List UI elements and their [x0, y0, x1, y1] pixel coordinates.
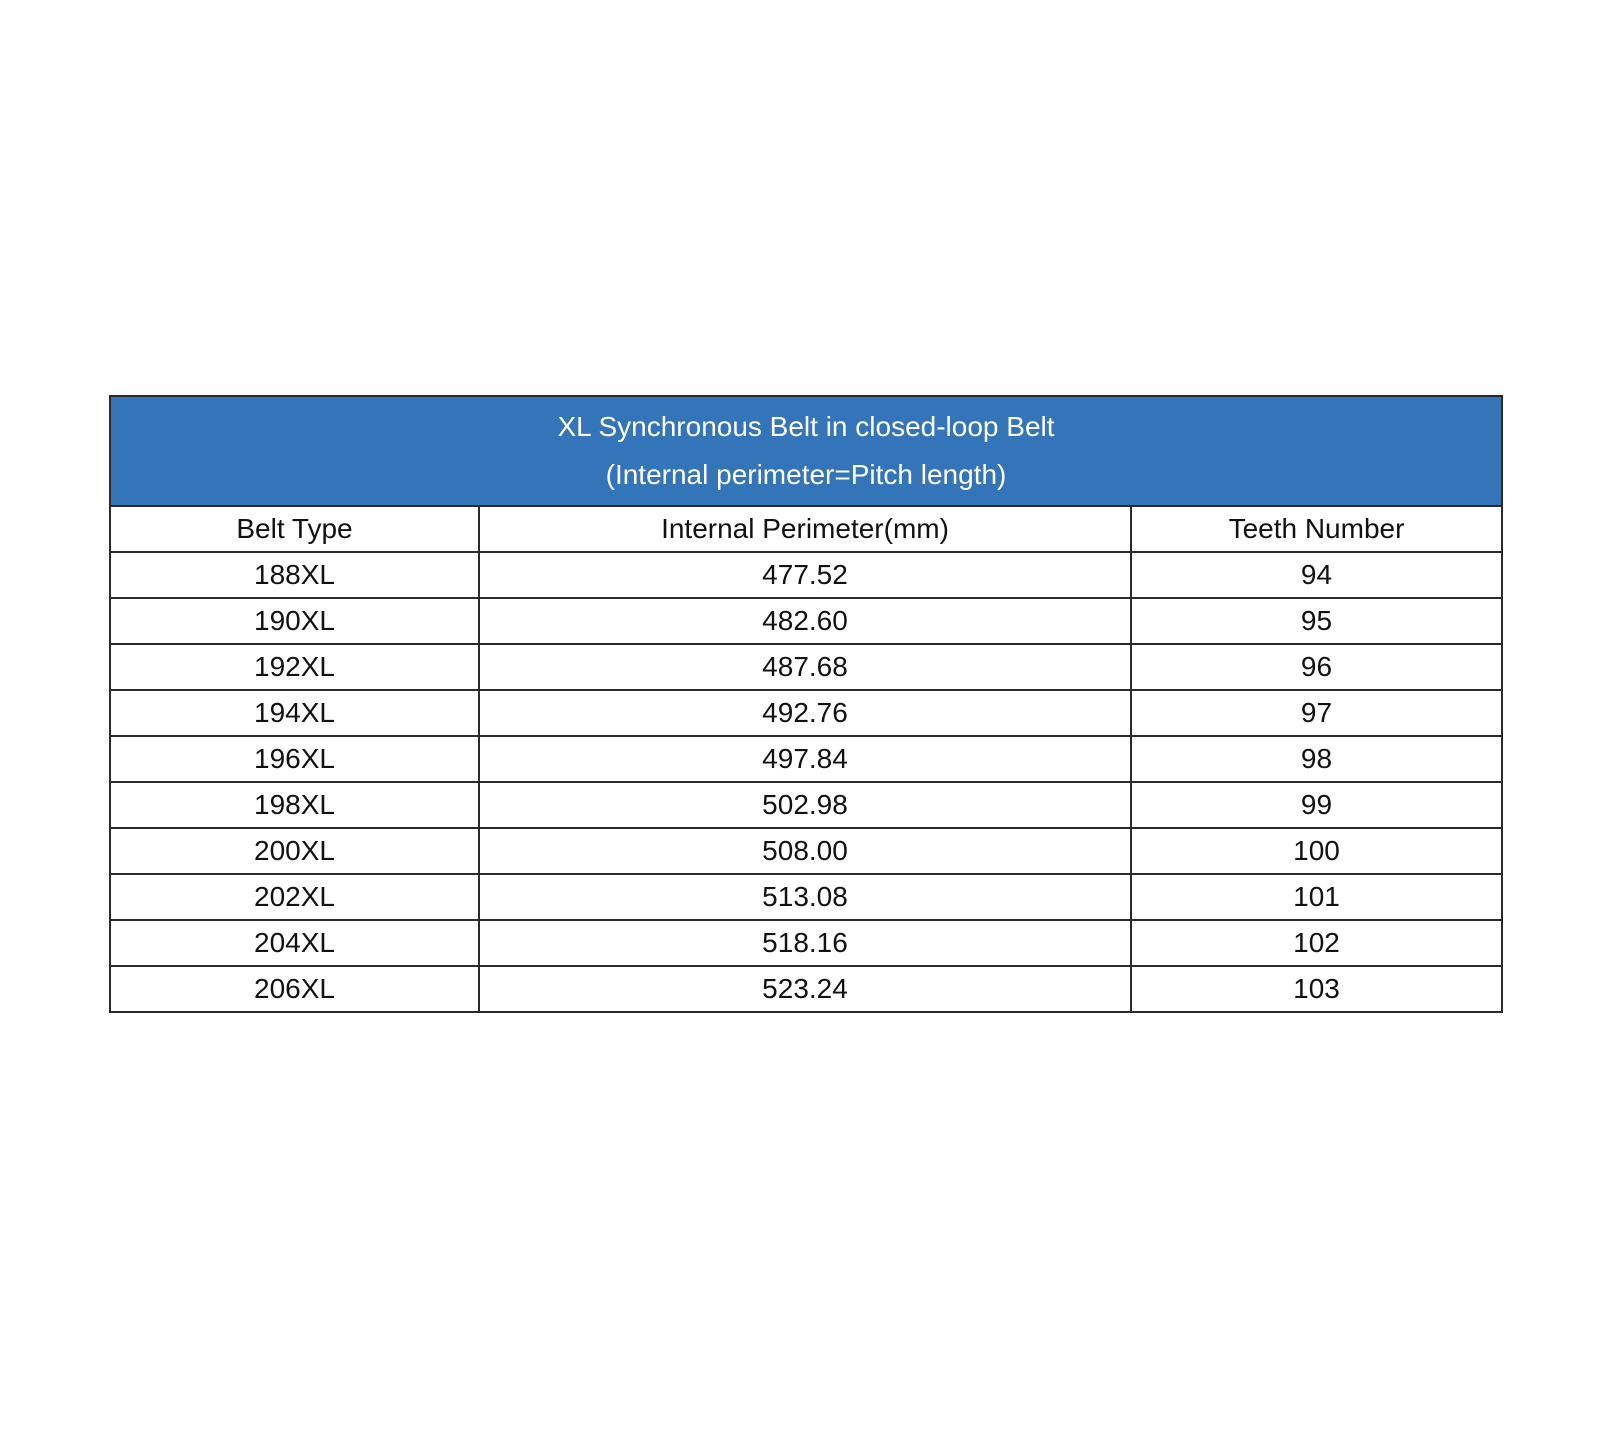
cell-internal-perimeter: 497.84	[479, 736, 1131, 782]
cell-internal-perimeter: 523.24	[479, 966, 1131, 1012]
table-row	[110, 966, 1502, 1012]
cell-belt-type: 200XL	[110, 828, 479, 874]
cell-internal-perimeter: 477.52	[479, 552, 1131, 598]
column-header-teeth-number: Teeth Number	[1131, 506, 1502, 552]
table-row	[110, 552, 1502, 598]
table-title-line-2: (Internal perimeter=Pitch length)	[605, 459, 1007, 490]
table-title	[110, 396, 1502, 506]
belt-spec-table-container	[109, 395, 1501, 1013]
column-header-belt-type: Belt Type	[110, 506, 479, 552]
table-row	[110, 598, 1502, 644]
cell-teeth-number: 95	[1131, 598, 1502, 644]
cell-internal-perimeter: 513.08	[479, 874, 1131, 920]
cell-belt-type: 204XL	[110, 920, 479, 966]
cell-teeth-number: 100	[1131, 828, 1502, 874]
cell-belt-type: 202XL	[110, 874, 479, 920]
table-row	[110, 874, 1502, 920]
table-row	[110, 920, 1502, 966]
cell-belt-type: 194XL	[110, 690, 479, 736]
cell-belt-type: 196XL	[110, 736, 479, 782]
cell-teeth-number: 97	[1131, 690, 1502, 736]
cell-internal-perimeter: 487.68	[479, 644, 1131, 690]
cell-internal-perimeter: 492.76	[479, 690, 1131, 736]
table-row	[110, 782, 1502, 828]
column-header-internal-perimeter: Internal Perimeter(mm)	[479, 506, 1131, 552]
cell-belt-type: 206XL	[110, 966, 479, 1012]
cell-belt-type: 188XL	[110, 552, 479, 598]
column-header-row	[110, 506, 1502, 552]
cell-teeth-number: 96	[1131, 644, 1502, 690]
cell-belt-type: 190XL	[110, 598, 479, 644]
cell-internal-perimeter: 508.00	[479, 828, 1131, 874]
cell-belt-type: 192XL	[110, 644, 479, 690]
table-row	[110, 644, 1502, 690]
table-row	[110, 690, 1502, 736]
cell-teeth-number: 94	[1131, 552, 1502, 598]
cell-internal-perimeter: 482.60	[479, 598, 1131, 644]
cell-teeth-number: 103	[1131, 966, 1502, 1012]
cell-teeth-number: 102	[1131, 920, 1502, 966]
cell-internal-perimeter: 518.16	[479, 920, 1131, 966]
table-row	[110, 736, 1502, 782]
cell-belt-type: 198XL	[110, 782, 479, 828]
table-row	[110, 828, 1502, 874]
belt-spec-table	[109, 395, 1503, 1013]
cell-internal-perimeter: 502.98	[479, 782, 1131, 828]
cell-teeth-number: 98	[1131, 736, 1502, 782]
cell-teeth-number: 99	[1131, 782, 1502, 828]
table-title-line-1: XL Synchronous Belt in closed-loop Belt	[557, 411, 1055, 442]
table-title-row	[110, 396, 1502, 506]
cell-teeth-number: 101	[1131, 874, 1502, 920]
